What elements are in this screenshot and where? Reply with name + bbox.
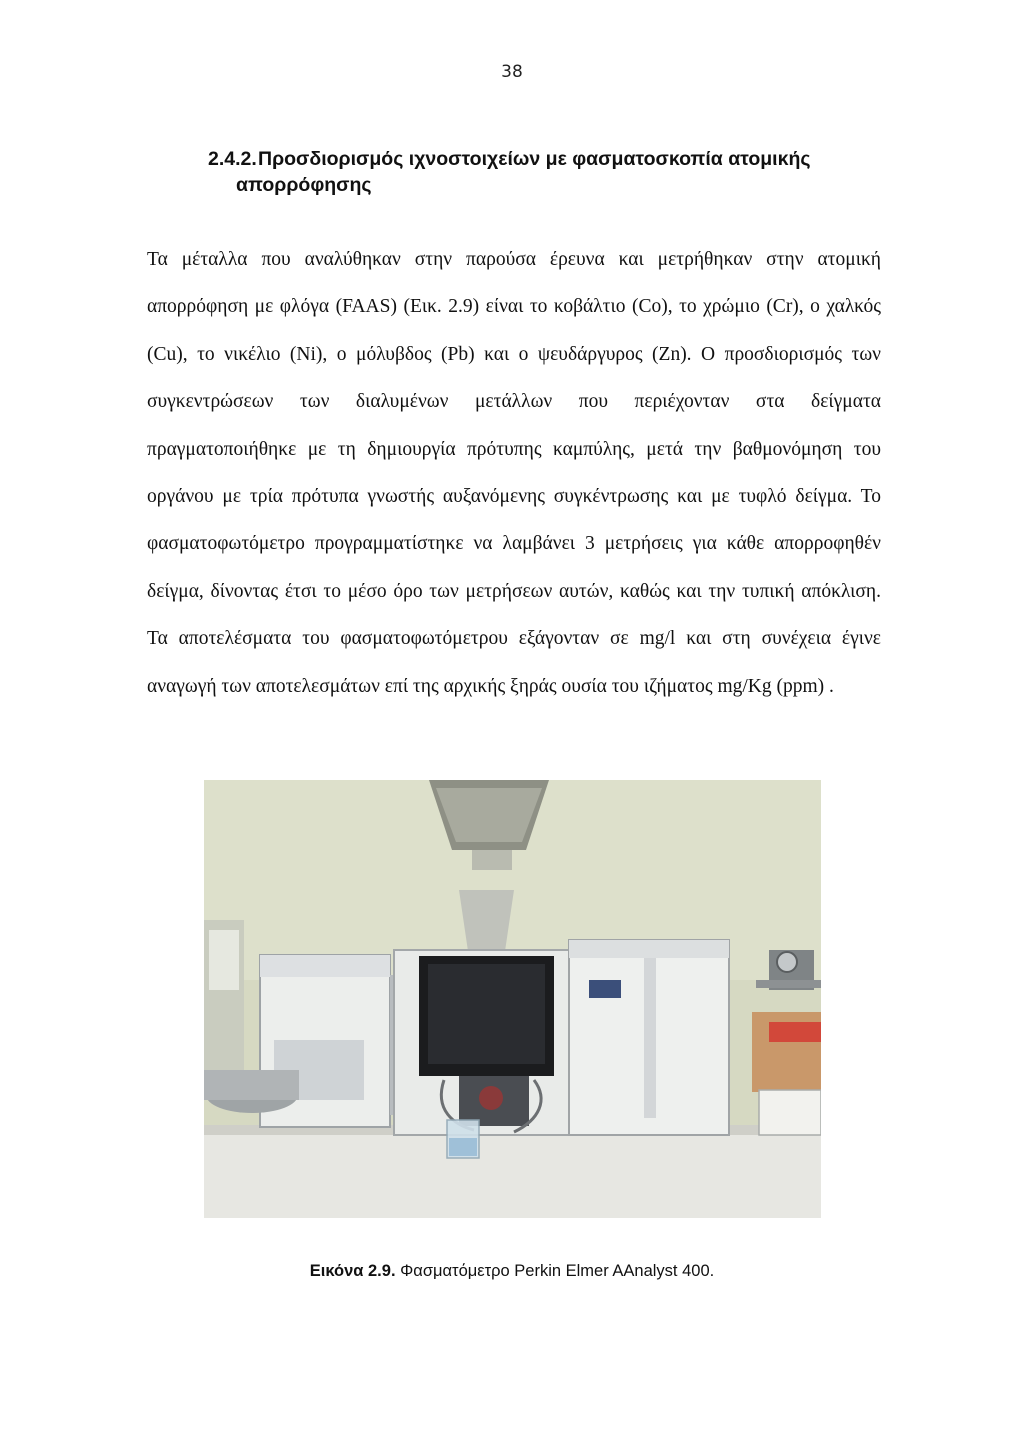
- section-number: 2.4.2.: [208, 148, 257, 170]
- section-title-line1: Προσδιορισμός ιχνοστοιχείων με φασματοσκοπία ατομικής: [258, 148, 811, 170]
- section-heading: [208, 146, 848, 198]
- figure-caption: [0, 1262, 1024, 1281]
- spectrometer-photo: [204, 780, 821, 1218]
- caption-text: Φασματόμετρο Perkin Elmer AAnalyst 400.: [400, 1262, 715, 1280]
- page-number: 38: [501, 62, 523, 82]
- caption-label: Εικόνα 2.9.: [309, 1262, 396, 1280]
- section-title-line2: απορρόφησης: [236, 174, 372, 196]
- body-paragraph: Τα μέταλλα που αναλύθηκαν στην παρούσα έρευνα και μετρήθηκαν στην ατομική απορρόφηση με φλόγα (FAAS) (Εικ. 2.9) είναι το κοβάλτιο (Co), το χρώμιο (Cr), ο χαλκός (Cu), το νικέλιο (Ni), ο μόλυβδος (Pb) και ο ψευδάργυρος (Zn). Ο προσδιορισμός των συγκεντρώσεων των διαλυμένων μετάλλων που περιέχονταν στα δείγματα πραγματοποιήθηκε με τη δημιουργία πρότυπης καμπύλης, μετά την βαθμονόμηση του οργάνου με τρία πρότυπα γνωστής αυξανόμενης συγκέντρωσης και με τυφλό δείγμα. Το φασματοφωτόμετρο προγραμματίστηκε να λαμβάνει 3 μετρήσεις για κάθε απορροφηθέν δείγμα, δίνοντας έτσι το μέσο όρο των μετρήσεων αυτών, καθώς και την τυπική απόκλιση. Τα αποτελέσματα του φασματοφωτόμετρου εξάγονταν σε mg/l και στη συνέχεια έγινε αναγωγή των αποτελεσμάτων επί της αρχικής ξηράς ουσία του ιζήματος mg/Kg (ppm) .: [147, 249, 881, 697]
